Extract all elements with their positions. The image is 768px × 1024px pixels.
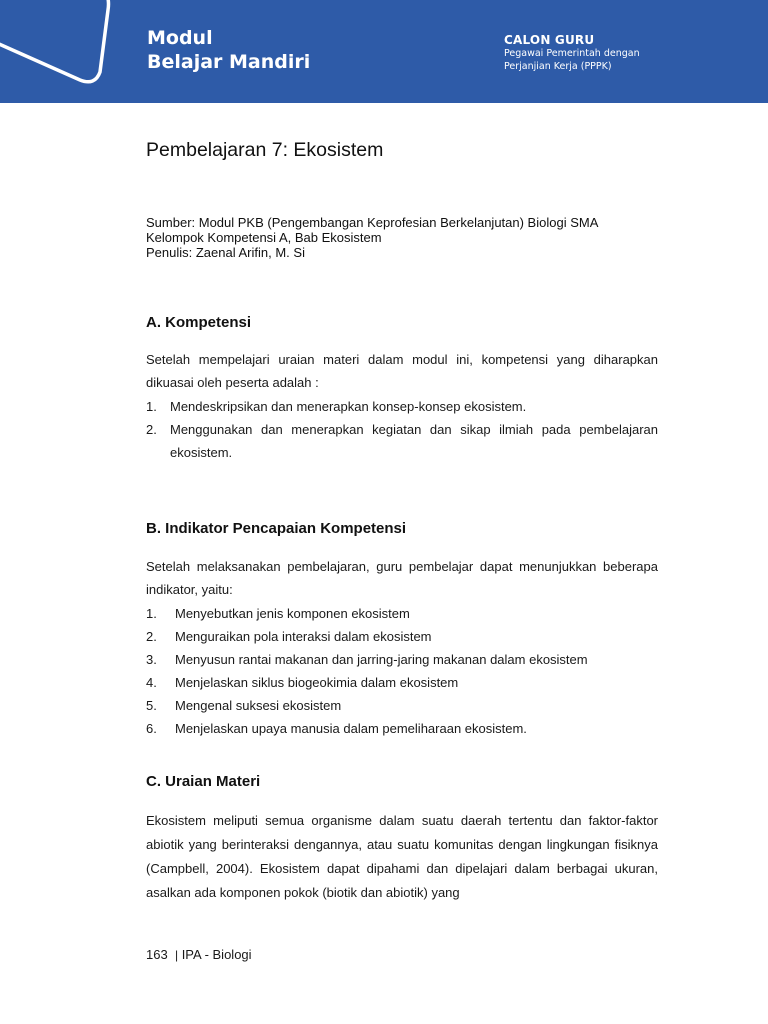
source-line2: Kelompok Kompetensi A, Bab Ekosistem bbox=[146, 230, 382, 245]
list-item bbox=[146, 671, 658, 694]
list-item bbox=[146, 625, 658, 648]
section-a-intro: Setelah mempelajari uraian materi dalam modul ini, kompetensi yang diharapkan dikuasai oleh peserta adalah : bbox=[146, 352, 658, 390]
list-item-number: 1. bbox=[146, 399, 157, 414]
section-a-heading: A. Kompetensi bbox=[146, 314, 252, 331]
list-item-number: 2. bbox=[146, 422, 157, 437]
list-item-text: Menggunakan dan menerapkan kegiatan dan sikap ilmiah pada pembelajaran ekosistem. bbox=[170, 422, 658, 460]
list-item-number: 2. bbox=[146, 629, 157, 644]
list-item-number: 6. bbox=[146, 721, 157, 736]
list-item-text: Menjelaskan upaya manusia dalam pemeliharaan ekosistem. bbox=[175, 721, 527, 736]
section-a-list bbox=[146, 395, 658, 464]
list-item-number: 4. bbox=[146, 675, 157, 690]
section-c-heading: C. Uraian Materi bbox=[146, 773, 261, 790]
list-item-text: Menjelaskan siklus biogeokimia dalam ekosistem bbox=[175, 675, 459, 690]
footer-subject: IPA - Biologi bbox=[181, 947, 252, 962]
header-decoration-shape bbox=[0, 0, 130, 103]
section-c-body: Ekosistem meliputi semua organisme dalam suatu daerah tertentu dan faktor-faktor abiotik yang berinteraksi dengannya, atau suatu komunitas dengan lingkungan fisiknya (Campbell, 2004). Ekosistem dapat dipahami dan dipelajari dalam berbagai ukuran, asalkan ada komponen pokok (biotik dan abiotik) yang bbox=[146, 813, 658, 900]
program-subtitle-line1: Pegawai Pemerintah dengan bbox=[504, 48, 640, 59]
list-item-number: 1. bbox=[146, 606, 157, 621]
source-citation bbox=[146, 215, 598, 260]
footer-separator: | bbox=[174, 948, 179, 962]
section-b-intro: Setelah melaksanakan pembelajaran, guru pembelajar dapat menunjukkan beberapa indikator, yaitu: bbox=[146, 559, 658, 597]
list-item bbox=[146, 602, 658, 625]
program-label bbox=[504, 33, 640, 73]
list-item-text: Menyusun rantai makanan dan jarring-jaring makanan dalam ekosistem bbox=[175, 652, 588, 667]
page-header-banner bbox=[0, 0, 768, 103]
module-title-line1: Modul bbox=[147, 27, 213, 49]
list-item-number: 3. bbox=[146, 652, 157, 667]
list-item bbox=[146, 418, 658, 464]
list-item-text: Menguraikan pola interaksi dalam ekosistem bbox=[175, 629, 432, 644]
list-item-number: 5. bbox=[146, 698, 157, 713]
section-b-heading: B. Indikator Pencapaian Kompetensi bbox=[146, 520, 407, 537]
list-item bbox=[146, 648, 658, 671]
page-number: 163 bbox=[146, 947, 168, 962]
list-item-text: Menyebutkan jenis komponen ekosistem bbox=[175, 606, 410, 621]
program-title: CALON GURU bbox=[504, 33, 595, 47]
module-title bbox=[147, 26, 310, 74]
list-item bbox=[146, 694, 658, 717]
program-subtitle-line2: Perjanjian Kerja (PPPK) bbox=[504, 61, 612, 72]
list-item bbox=[146, 395, 658, 418]
source-line3: Penulis: Zaenal Arifin, M. Si bbox=[146, 245, 305, 260]
module-title-line2: Belajar Mandiri bbox=[147, 51, 311, 73]
page-title: Pembelajaran 7: Ekosistem bbox=[146, 139, 384, 161]
page-footer bbox=[146, 947, 252, 962]
list-item bbox=[146, 717, 658, 740]
list-item-text: Mengenal suksesi ekosistem bbox=[175, 698, 342, 713]
section-b-list bbox=[146, 602, 658, 740]
source-line1: Sumber: Modul PKB (Pengembangan Keprofesian Berkelanjutan) Biologi SMA bbox=[146, 215, 599, 230]
list-item-text: Mendeskripsikan dan menerapkan konsep-konsep ekosistem. bbox=[170, 399, 527, 414]
